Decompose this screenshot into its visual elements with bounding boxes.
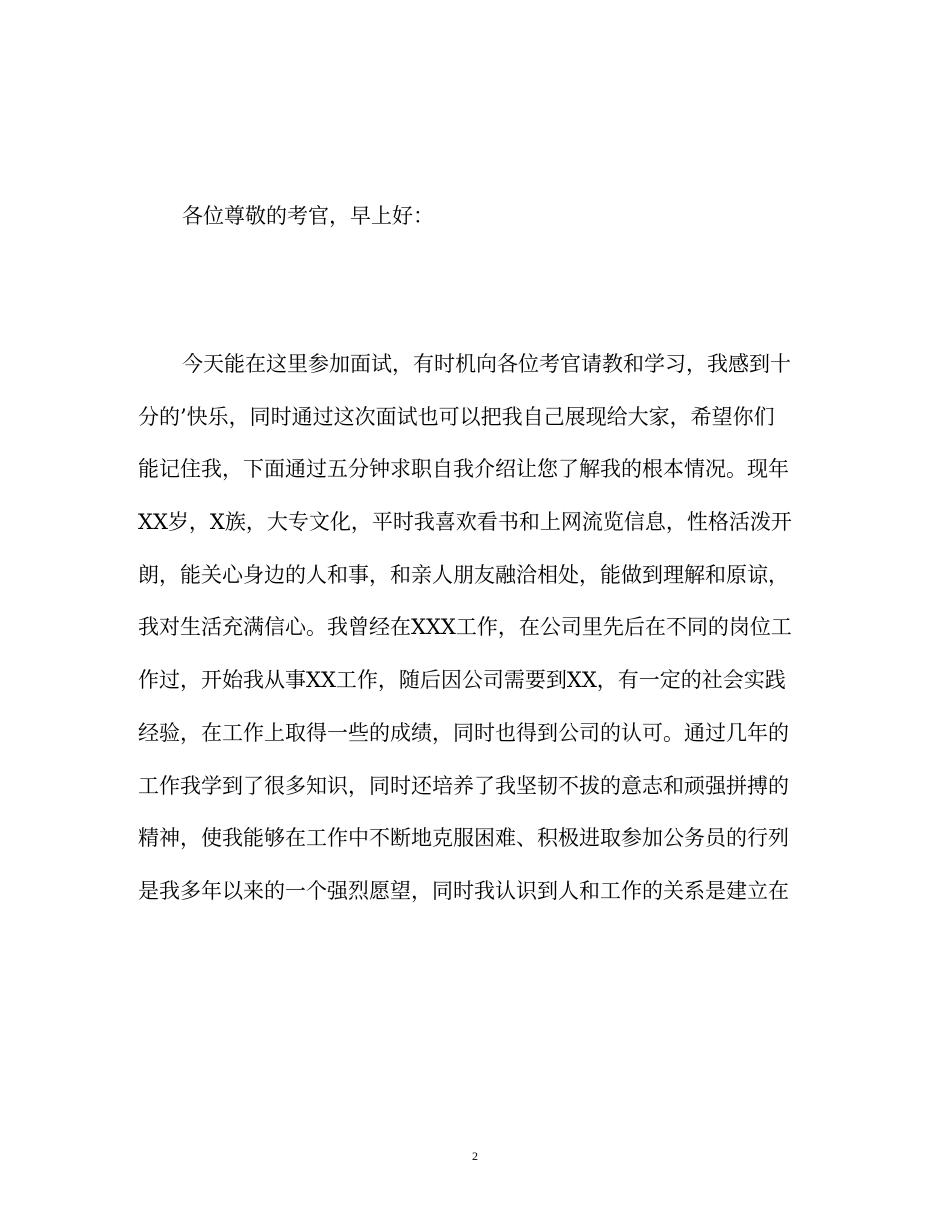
paragraph-line: 分的’快乐，同时通过这次面试也可以把我自己展现给大家，希望你们 <box>138 404 775 429</box>
page-number: 2 <box>472 1149 478 1163</box>
paragraph-line: 作过，开始我从事XX工作，随后因公司需要到XX，有一定的社会实践 <box>138 668 786 693</box>
paragraph-line: 能记住我，下面通过五分钟求职自我介绍让您了解我的根本情况。现年 <box>138 457 789 482</box>
greeting-line: 各位尊敬的考官，早上好： <box>182 204 434 228</box>
paragraph-line: 是我多年以来的一个强烈愿望，同时我认识到人和工作的关系是建立在 <box>138 878 789 903</box>
body-paragraph <box>138 348 818 928</box>
paragraph-line: 今天能在这里参加面试，有时机向各位考官请教和学习，我感到十 <box>182 352 791 376</box>
paragraph-line: 我对生活充满信心。我曾经在XXX工作，在公司里先后在不同的岗位工 <box>138 615 792 640</box>
paragraph-line: XX岁，X族，大专文化，平时我喜欢看书和上网流览信息，性格活泼开 <box>138 510 792 535</box>
paragraph-line: 工作我学到了很多知识，同时还培养了我坚韧不拔的意志和顽强拼搏的 <box>138 773 789 798</box>
paragraph-line: 朗，能关心身边的人和事，和亲人朋友融洽相处，能做到理解和原谅， <box>138 562 789 587</box>
paragraph-line: 精神，使我能够在工作中不断地克服困难、积极进取参加公务员的行列 <box>138 826 789 851</box>
paragraph-line: 经验，在工作上取得一些的成绩，同时也得到公司的认可。通过几年的 <box>138 720 789 745</box>
